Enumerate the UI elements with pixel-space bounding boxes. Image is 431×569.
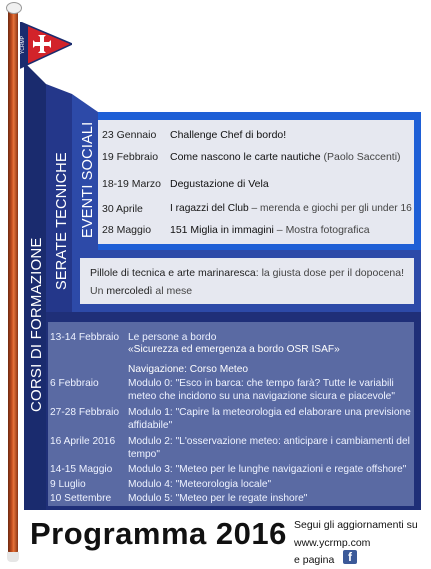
- course-module: Modulo 4: "Meteorologia locale": [128, 479, 272, 490]
- section-label-serate-tecniche: SERATE TECNICHE: [54, 152, 70, 290]
- event-date: 23 Gennaio: [102, 129, 157, 141]
- section-label-corsi-di-formazione: CORSI DI FORMAZIONE: [28, 237, 45, 412]
- serate-line-1: Pillole di tecnica e arte marinaresca: la giusta dose per il dopocena!: [90, 267, 405, 279]
- event-date: 28 Maggio: [102, 224, 152, 236]
- facebook-page-text: e pagina: [294, 554, 335, 566]
- event-title: Degustazione di Vela: [170, 178, 269, 190]
- facebook-icon[interactable]: f: [343, 550, 357, 564]
- event-title: Challenge Chef di bordo!: [170, 129, 287, 141]
- flag-initials: YCRMP: [20, 35, 26, 54]
- course-date: 9 Luglio: [50, 479, 86, 490]
- course-date: 27-28 Febbraio: [50, 407, 120, 418]
- course-date: 13-14 Febbraio: [50, 332, 120, 343]
- event-date: 30 Aprile: [102, 203, 143, 215]
- event-date: 19 Febbraio: [102, 151, 159, 163]
- course-module: Modulo 0: "Esco in barca: che tempo farà? Tutte le variabili meteo che incidono su una navigazione sicura e piacevole": [128, 378, 395, 402]
- section-label-eventi-sociali: EVENTI SOCIALI: [80, 121, 96, 238]
- course-module: Modulo 1: "Capire la meteorologia ed elaborare una previsione affidabile": [128, 407, 411, 431]
- serate-line-2: Un mercoledì al mese: [90, 285, 193, 297]
- course-date: 6 Febbraio: [50, 378, 99, 389]
- event-title: 151 Miglia in immagini – Mostra fotografica: [170, 224, 370, 236]
- eventi-panel: [98, 120, 414, 244]
- course-title: Le persone a bordo: [128, 332, 217, 343]
- event-title: I ragazzi del Club – merenda e giochi per gli under 16: [170, 203, 412, 214]
- course-date: 16 Aprile 2016: [50, 436, 116, 447]
- serate-panel: [80, 258, 414, 304]
- course-module: Modulo 3: "Meteo per le lunghe navigazioni e regate offshore": [128, 464, 407, 475]
- course-subtitle: «Sicurezza ed emergenza a bordo OSR ISAF»: [128, 344, 340, 355]
- event-date: 18-19 Marzo: [102, 178, 161, 190]
- course-date: 14-15 Maggio: [50, 464, 113, 475]
- corsi-panel: [48, 322, 414, 506]
- event-title: Come nascono le carte nautiche (Paolo Saccenti): [170, 151, 401, 163]
- program-title: Programma 2016: [30, 516, 287, 551]
- course-module: Modulo 2: "L'osservazione meteo: anticipare i cambiamenti del tempo": [128, 436, 410, 460]
- website-link[interactable]: www.ycrmp.com: [294, 537, 371, 549]
- course-date: 10 Settembre: [50, 493, 112, 504]
- follow-text: Segui gli aggiornamenti su: [294, 519, 418, 531]
- course-module: Modulo 5: "Meteo per le regate inshore": [128, 493, 308, 504]
- meteo-heading: Navigazione: Corso Meteo: [128, 364, 249, 375]
